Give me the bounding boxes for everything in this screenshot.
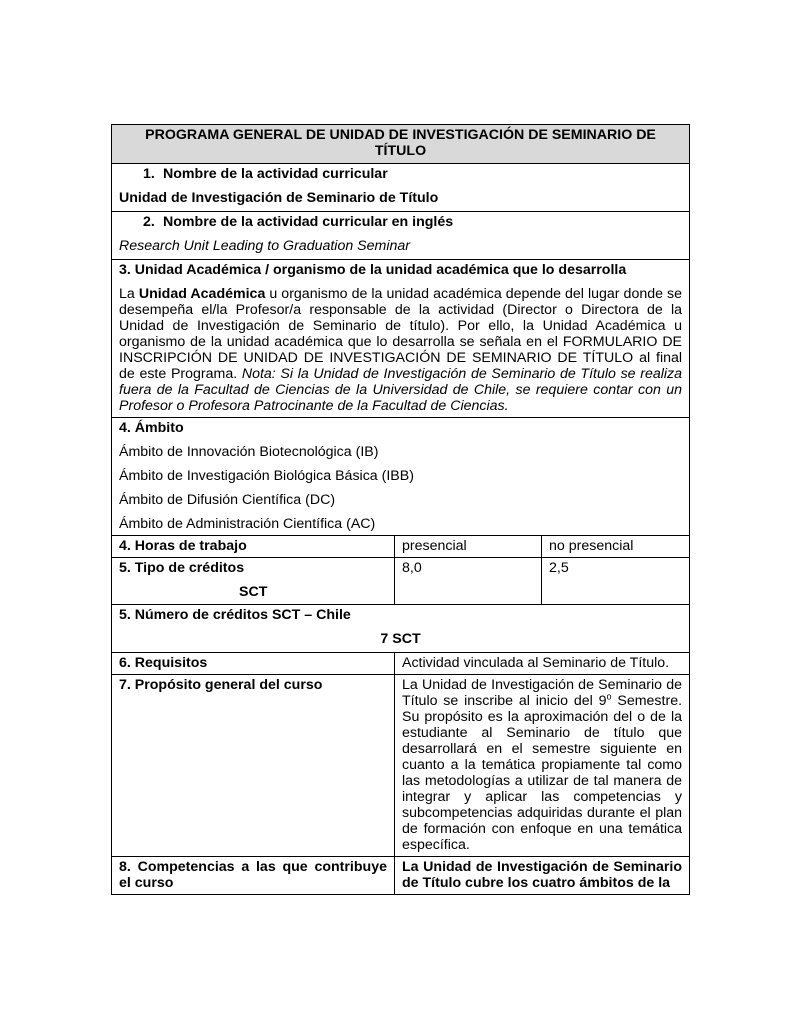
section-3 (112, 260, 690, 418)
document-page (111, 124, 689, 895)
credits-number-cell (112, 605, 690, 653)
credits-value-no-presencial: 2,5 (542, 558, 690, 605)
section-3-paragraph: La Unidad Académica u organismo de la unidad académica depende del lugar donde se desempeña el/la Profesor/a responsable de la actividad (Director o Directora de la Unidad de Investigación de Seminario de título). Por ello, la Unidad Académica u organismo de la unidad académica que lo desarrolla se señala en el FORMULARIO DE INSCRIPCIÓN DE UNIDAD DE INVESTIGACIÓN DE SEMINARIO DE TÍTULO al final de este Programa. Nota: Si la Unidad de Investigación de Seminario de Título se realiza fuera de la Facultad de Ciencias de la Universidad de Chile, se requiere contar con un Profesor o Profesora Patrocinante de la Facultad de Ciencias. (119, 286, 683, 414)
hours-no-presencial: no presencial (542, 536, 690, 558)
purpose-value: La Unidad de Investigación de Seminario de Título se inscribe al inicio del 9$^o$ Semestre. Su propósito es la aproximación del o de la estudiante al Seminario de título que desarrollará en el semestre siguiente en cuanto a la temática propiamente tal como las metodologías a utilizar de tal manera de integrar y aplicar las competencias y subcompetencias adquiridas durante el plan de formación con enfoque en una temática específica. (395, 675, 690, 857)
hours-label: 4. Horas de trabajo (112, 536, 395, 558)
requirements-value: Actividad vinculada al Seminario de Título. (395, 653, 690, 675)
requirements-label: 6. Requisitos (112, 653, 395, 675)
section-1-heading: 1. Nombre de la actividad curricular (143, 166, 388, 182)
section-2-value: Research Unit Leading to Graduation Seminar (119, 238, 411, 254)
credits-type-label: 5. Tipo de créditos (119, 560, 245, 576)
hours-presencial: presencial (395, 536, 542, 558)
credits-number-value: 7 SCT (380, 631, 421, 647)
credits-number-label: 5. Número de créditos SCT – Chile (119, 607, 351, 623)
section-3-note: Nota: Si la Unidad de Investigación de Seminario de Título se realiza fuera de la Facultad de Ciencias de la Universidad de Chile, se requiere contar con un Profesor o Profesora Patrocinante de la Facultad de Ciencias. (119, 366, 683, 414)
section-4 (112, 418, 690, 536)
credits-type-sub: SCT (239, 584, 268, 600)
competencies-value: La Unidad de Investigación de Seminario de Título cubre los cuatro ámbitos de la (395, 857, 690, 895)
credits-value-presencial: 8,0 (395, 558, 542, 605)
section-2-heading: 2. Nombre de la actividad curricular en inglés (143, 214, 454, 230)
credits-type-cell (112, 558, 395, 605)
program-table (111, 124, 690, 895)
section-1 (112, 164, 690, 212)
program-title: PROGRAMA GENERAL DE UNIDAD DE INVESTIGACIÓN DE SEMINARIO DE TÍTULO (112, 125, 690, 164)
section-2 (112, 212, 690, 260)
purpose-label: 7. Propósito general del curso (112, 675, 395, 857)
section-3-heading: 3. Unidad Académica / organismo de la unidad académica que lo desarrolla (119, 262, 627, 278)
section-4-heading: 4. Ámbito (119, 420, 184, 436)
scope-item: Ámbito de Investigación Biológica Básica (IBB) (119, 468, 414, 484)
competencies-label: 8. Competencias a las que contribuye el curso (112, 857, 395, 895)
scope-item: Ámbito de Innovación Biotecnológica (IB) (119, 444, 379, 460)
scope-item: Ámbito de Administración Científica (AC) (119, 516, 376, 532)
scope-item: Ámbito de Difusión Científica (DC) (119, 492, 336, 508)
section-1-value: Unidad de Investigación de Seminario de Título (119, 190, 439, 206)
